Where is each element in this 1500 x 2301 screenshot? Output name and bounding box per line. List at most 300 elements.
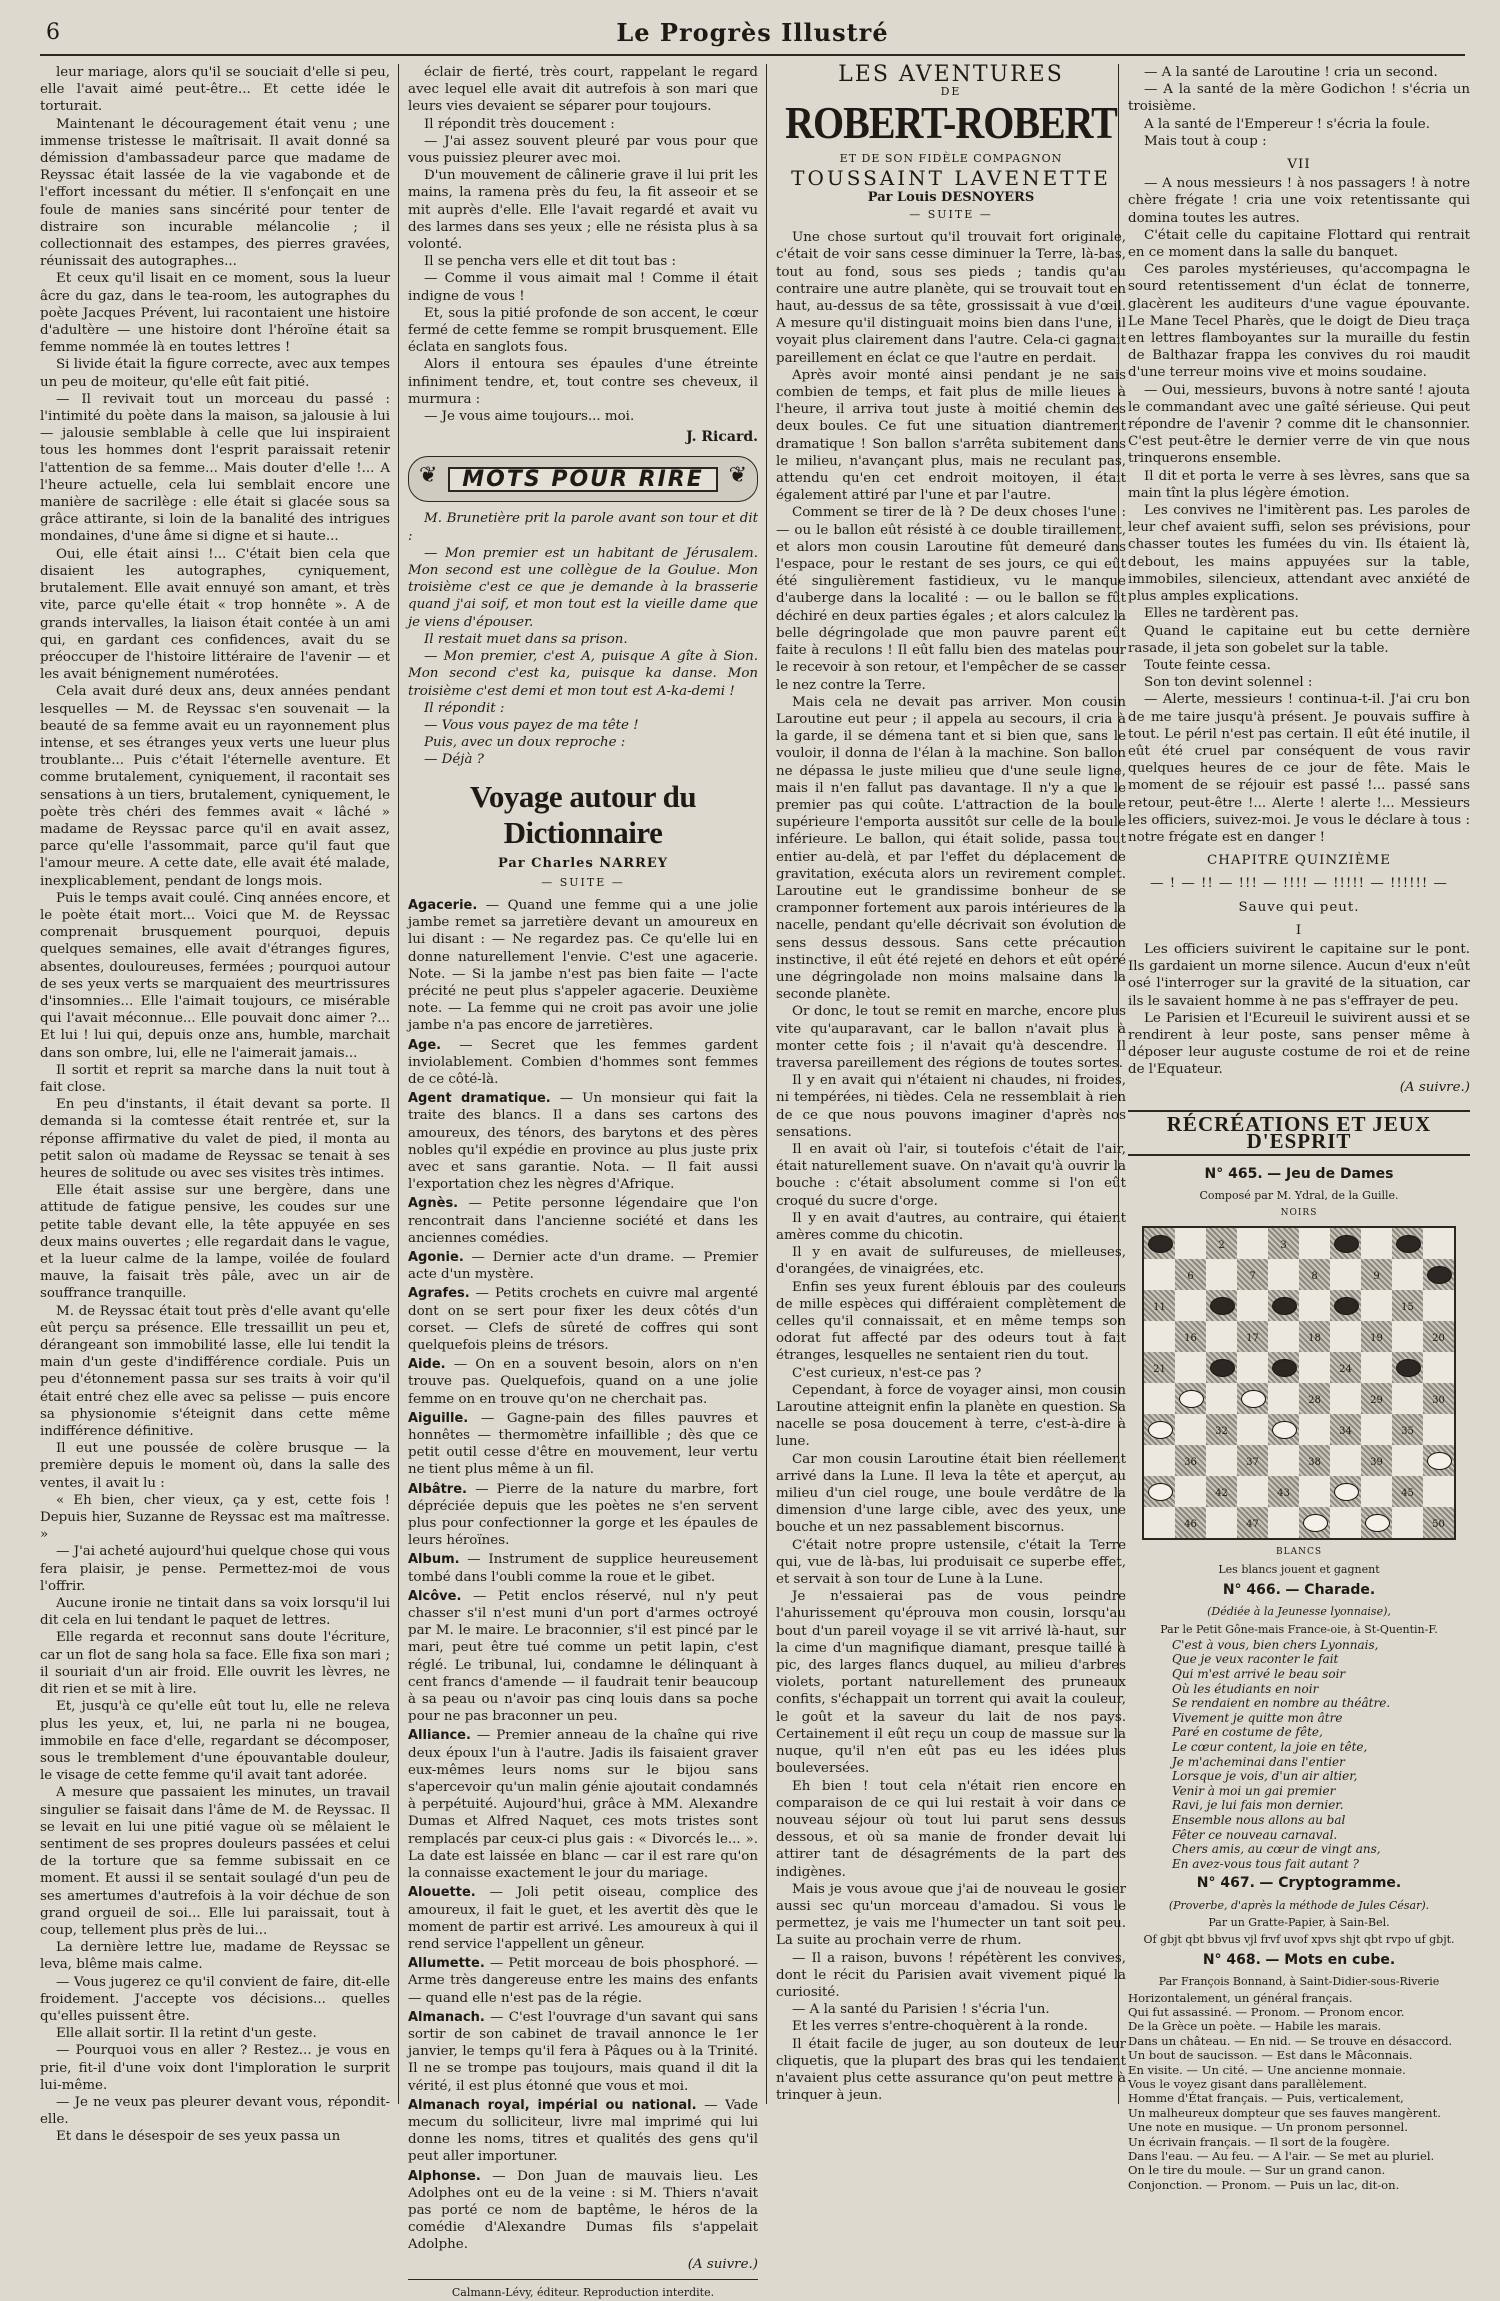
entry-definition: — C'est l'ouvrage d'un savant qui sans sortir de son cabinet de travail annonce le 1er janvier, le temps qu'il fera à Pâques ou à la Trinité. Il ne se trompe pas toujours, mais quand il dit la vérité, il est plus étonné que vous et moi. bbox=[408, 2009, 758, 2094]
board-square-light bbox=[1175, 1476, 1206, 1507]
paragraph: Il était facile de juger, au son douteux de leur cliquetis, que la plupart des bras qui les tendaient n'avaient plus cette assurance qu'on peut mettre à trinquer à jeun. bbox=[776, 2036, 1126, 2104]
square-number: 37 bbox=[1246, 1456, 1259, 1468]
board-square-22 bbox=[1206, 1352, 1237, 1383]
square-number: 38 bbox=[1308, 1456, 1321, 1468]
paragraph: Ces paroles mystérieuses, qu'accompagna le sourd retentissement d'un éclat de tonnerre, glacèrent les auditeurs d'une vague épouvante. Le Mane Tecel Pharès, que le doigt de Dieu traça en lettres flamboyantes sur la muraille du festin de Balthazar frappa les convives du roi maudit d'une terreur moins vive et moins soudaine. bbox=[1128, 262, 1470, 381]
square-number: 16 bbox=[1184, 1332, 1197, 1344]
board-square-49 bbox=[1361, 1507, 1392, 1538]
entry-term: Alliance. bbox=[408, 1728, 471, 1744]
entry-term: Alouette. bbox=[408, 1885, 476, 1901]
board-square-35 bbox=[1392, 1414, 1423, 1445]
paragraph: Maintenant le découragement était venu ; une immense tristesse le maîtrisait. Il avait donné sa démission d'ambassadeur parce que madame de Reyssac était lassée de la vie vagabonde et de l'effort incessant du métier. Il s'enfonçait en une foule de manies sans sincérité pour tenter de distraire son incurable mélancolie ; il collectionnait des estampes, des pierres gravées, réunissait des autographes... bbox=[40, 116, 390, 270]
white-piece bbox=[1272, 1421, 1297, 1439]
board-square-1 bbox=[1144, 1228, 1175, 1259]
ornament-icon: ❦ bbox=[728, 463, 747, 489]
paragraph: A la santé de l'Empereur ! s'écria la foule. bbox=[1144, 116, 1430, 132]
paragraph: Puis le temps avait coulé. Cinq années encore, et le poète était mort... Voici que M. de Reyssac comprenait brusquement pourquoi, depuis quelques semaines, elle avait d'étranges figures, absentes, douloureuses, fermées ; pourquoi autour de ses yeux verts se marquaient des meurtrissures d'insomnies... Elle l'aimait toujours, ce misérable qui l'avait méconnue... Elle pouvait donc aimer ?... Et lui ! lui qui, depuis onze ans, humble, marchait dans son ombre, lui, elle ne l'aimerait jamais... bbox=[40, 890, 391, 1061]
board-square-41 bbox=[1144, 1476, 1175, 1507]
paragraph: M. de Reyssac était tout près d'elle avant qu'elle eût perçu sa présence. Elle tressaillit un peu et, dérangeant son immobilité lasse, elle lui tendit la main d'un geste d'indifférence cordiale. Puis un peu d'étonnement passa sur ses traits à voir qu'il était entré chez elle avec sa pelisse — puis encore sa physionomie s'éteignit dans cette même indifférence définitive. bbox=[40, 1303, 390, 1440]
board-square-24 bbox=[1330, 1352, 1361, 1383]
board-square-23 bbox=[1268, 1352, 1299, 1383]
cube-line: Dans l'eau. — Au feu. — A l'air. — Se met au pluriel. bbox=[1128, 2149, 1435, 2163]
board-square-light bbox=[1144, 1259, 1175, 1290]
square-number: 39 bbox=[1370, 1456, 1383, 1468]
serial-title: ROBERT-ROBERT bbox=[785, 96, 1117, 149]
board-square-20 bbox=[1423, 1321, 1454, 1352]
joke-line: M. Brunetière prit la parole avant son tour et dit : bbox=[408, 511, 758, 544]
puzzle-number: N° 467. bbox=[1196, 1875, 1255, 1892]
board-square-light bbox=[1237, 1476, 1268, 1507]
cube-line: De la Grèce un poète. — Habile les marais. bbox=[1128, 2019, 1382, 2034]
board-square-light bbox=[1175, 1290, 1206, 1321]
entry-term: Agrafes. bbox=[408, 1286, 470, 1302]
board-square-9 bbox=[1361, 1259, 1392, 1290]
paragraph: Or donc, le tout se remit en marche, encore plus vite qu'auparavant, car le ballon n'avait plus à monter cette fois ; il n'avait qu'à descendre. Il traversa pareillement des régions de toutes sortes. bbox=[776, 1004, 1126, 1071]
paragraph: Il en avait où l'air, si toutefois c'était de l'air, était naturellement suave. On n'avait qu'à ouvrir la bouche : c'était absolument comme si l'on eût croqué du sucre d'orge. bbox=[776, 1141, 1126, 1209]
white-piece bbox=[1427, 1452, 1452, 1470]
serial-suite: — SUITE — bbox=[909, 208, 993, 222]
cube-line: Une note en musique. — Un pronom personnel. bbox=[1128, 2120, 1408, 2135]
joke-line: — Mon premier, c'est A, puisque A gîte à Sion. Mon second c'est ka, puisque ka danse. Mon troisième c'est demi et mon tout est A-ka-demi ! bbox=[408, 649, 758, 699]
board-square-light bbox=[1330, 1507, 1361, 1538]
board-square-30 bbox=[1423, 1383, 1454, 1414]
square-number: 24 bbox=[1339, 1363, 1352, 1375]
paragraph: — A la santé de Laroutine ! cria un second. bbox=[1144, 65, 1438, 80]
board-square-light bbox=[1206, 1321, 1237, 1352]
square-number: 32 bbox=[1215, 1425, 1228, 1437]
black-piece bbox=[1396, 1359, 1421, 1377]
verse-line: C'est à vous, bien chers Lyonnais, bbox=[1172, 1637, 1379, 1652]
board-square-light bbox=[1206, 1507, 1237, 1538]
entry-definition: — Pierre de la nature du marbre, fort dépréciée depuis que les poètes ne s'en servent plus pour confectionner la gorge et les épaules de leurs héroïnes. bbox=[408, 1481, 758, 1549]
paragraph: Oui, elle était ainsi !... C'était bien cela que disaient les autographes, cyniquement, brutalement. Elle avait ennuyé son amant, et très vite, parce qu'elle était « trop honnête ». A de grands intervalles, la liaison était contée à un ami qui, en gardant ces confidences, avait du se préoccuper de l'histoire littéraire de l'avenir — et les avait bénignement numérotées. bbox=[40, 546, 390, 683]
board-square-8 bbox=[1299, 1259, 1330, 1290]
board-square-light bbox=[1237, 1352, 1268, 1383]
entry-definition: — Gagne-pain des filles pauvres et honnêtes — thermomètre infaillible ; dès que ce petit outil cesse d'être en mouvement, leur vertu ne tient plus même à un fil. bbox=[408, 1410, 758, 1478]
puzzle-author: Par le Petit Gône-mais France-oie, à St-Quentin-F. bbox=[1160, 1622, 1438, 1636]
joke-line: Il restait muet dans sa prison. bbox=[424, 631, 628, 647]
entry-term: Allumette. bbox=[408, 1956, 485, 1972]
board-square-light bbox=[1423, 1414, 1454, 1445]
dictionary-entries bbox=[408, 897, 758, 2254]
white-piece bbox=[1334, 1483, 1359, 1501]
chapter-heading: CHAPITRE QUINZIÈME bbox=[1206, 853, 1392, 869]
board-square-46 bbox=[1175, 1507, 1206, 1538]
board-square-light bbox=[1144, 1507, 1175, 1538]
paragraph: Mais tout à coup : bbox=[1144, 133, 1267, 149]
entry-term: Almanach royal, impérial ou national. bbox=[408, 2097, 697, 2113]
cube-line: Homme d'État français. — Puis, verticalement, bbox=[1128, 2091, 1404, 2106]
board-square-3 bbox=[1268, 1228, 1299, 1259]
board-square-light bbox=[1299, 1290, 1330, 1321]
square-number: 17 bbox=[1246, 1332, 1259, 1344]
paragraph: — J'ai acheté aujourd'hui quelque chose qui vous fera plaisir, je pense. Permettez-moi de vous l'offrir. bbox=[40, 1544, 390, 1594]
paragraph: — A la santé du Parisien ! s'écria l'un. bbox=[792, 2002, 1050, 2018]
white-piece bbox=[1303, 1514, 1328, 1532]
board-square-6 bbox=[1175, 1259, 1206, 1290]
board-square-light bbox=[1392, 1507, 1423, 1538]
paragraph: La dernière lettre lue, madame de Reyssac se leva, blême mais calme. bbox=[40, 1940, 390, 1973]
paragraph: éclair de fierté, très court, rappelant le regard avec lequel elle avait dit autrefois à son mari que leurs vies devaient se séparer pour toujours. bbox=[408, 65, 758, 115]
cube-line: Qui fut assassiné. — Pronom. — Pronom encor. bbox=[1128, 2004, 1405, 2019]
dictionary-entry bbox=[408, 1037, 758, 1089]
board-square-light bbox=[1330, 1445, 1361, 1476]
paragraph: Il sortit et reprit sa marche dans la nuit tout à fait close. bbox=[40, 1062, 390, 1095]
serial-text-continued bbox=[1128, 64, 1470, 150]
puzzle-title: — Jeu de Dames bbox=[1267, 1166, 1394, 1183]
paragraph: Cela avait duré deux ans, deux années pendant lesquelles — M. de Reyssac s'en souvenait — la beauté de sa femme avait eu un rayonnement plus intense, et ses étranges yeux verts une lueur plus troublante... Puis c'était l'éternelle aventure. Et comme brutalement, cyniquement, il racontait ses sensations à un tiers, brutalement, cyniquement, le poète très chéri des femmes avait « lâché » madame de Reyssac parce qu'il en avait assez, parce qu'elle l'assommait, parce qu'il faut que l'amour meure. A cette date, elle avait été malade, inexplicablement, pendant de longs mois. bbox=[40, 684, 390, 889]
serial-de: DE bbox=[940, 85, 962, 99]
black-piece bbox=[1210, 1297, 1235, 1315]
paragraph: — Je vous aime toujours... moi. bbox=[424, 409, 635, 425]
verse-line: Je m'acheminai dans l'entier bbox=[1172, 1754, 1345, 1769]
paragraph: — Vous jugerez ce qu'il convient de faire, dit-elle froidement. J'accepte vos décisions... quelles qu'elles puissent être. bbox=[40, 1974, 390, 2024]
story-text bbox=[40, 64, 390, 2146]
square-number: 36 bbox=[1184, 1456, 1197, 1468]
mots-en-cube-lines bbox=[1128, 1991, 1470, 2193]
dictionary-entry bbox=[408, 1356, 758, 1408]
board-square-light bbox=[1299, 1476, 1330, 1507]
board-square-light bbox=[1299, 1228, 1330, 1259]
board-square-31 bbox=[1144, 1414, 1175, 1445]
paragraph: Les convives ne l'imitèrent pas. Les paroles de leur chef avaient suffi, selon ses prévisions, pour chasser toutes les fumées du vin. Ils étaient là, debout, les mains appuyées sur la table, immobiles, silencieux, attendant avec anxiété de plus amples explications. bbox=[1128, 503, 1470, 605]
verse-line: Vivement je quitte mon âtre bbox=[1172, 1710, 1343, 1725]
paragraph: leur mariage, alors qu'il se souciait d'elle si peu, elle l'avait aimé peut-être... Et cette idée le torturait. bbox=[40, 65, 390, 115]
serial-text bbox=[776, 229, 1126, 2104]
column-3 bbox=[776, 64, 1126, 2114]
square-number: 18 bbox=[1308, 1332, 1321, 1344]
board-square-38 bbox=[1299, 1445, 1330, 1476]
board-square-29 bbox=[1361, 1383, 1392, 1414]
paragraph: C'est curieux, n'est-ce pas ? bbox=[792, 1365, 982, 1381]
entry-term: Album. bbox=[408, 1552, 460, 1568]
entry-definition: — Instrument de supplice heureusement tombé dans l'oubli comme la roue et le gibet. bbox=[408, 1552, 758, 1585]
board-square-50 bbox=[1423, 1507, 1454, 1538]
puzzle-number: N° 465. bbox=[1204, 1166, 1263, 1183]
board-label-blancs: BLANCS bbox=[1275, 1546, 1323, 1557]
puzzle-author: Par François Bonnand, à Saint-Didier-sous-Riverie bbox=[1158, 1975, 1440, 1989]
joke-line: — Déjà ? bbox=[424, 752, 484, 768]
square-number: 35 bbox=[1401, 1425, 1414, 1437]
entry-definition: — Petits crochets en cuivre mal argenté dont on se sert pour fixer les deux côtés d'un corset. — Clefs de sûreté de coffres qui sont quelquefois pleins de trésors. bbox=[408, 1286, 758, 1353]
paragraph: C'était celle du capitaine Flottard qui rentrait en ce moment dans la salle du banquet. bbox=[1128, 227, 1470, 261]
board-square-15 bbox=[1392, 1290, 1423, 1321]
cube-line: On le tire du moule. — Sur un grand canon. bbox=[1128, 2163, 1386, 2178]
board-square-light bbox=[1392, 1445, 1423, 1476]
puzzle-466-heading bbox=[1128, 1582, 1470, 1599]
black-piece bbox=[1272, 1359, 1297, 1377]
paragraph: Aucune ironie ne tintait dans sa voix lorsqu'il lui dit cela en lui tendant le paquet de lettres. bbox=[40, 1596, 390, 1629]
dictionary-entry bbox=[408, 1884, 758, 1953]
paragraph: Il y en avait qui n'étaient ni chaudes, ni froides, ni tempérées, ni tièdes. Cela ne ressemblait à rien de ce que nous pouvons imaginer d'après nos sensations. bbox=[776, 1073, 1126, 1140]
entry-definition: — On en a souvent besoin, alors on n'en trouve pas. Quelquefois, quand on a une jolie femme on en trouve qu'on ne cherchait pas. bbox=[408, 1357, 758, 1407]
board-square-19 bbox=[1361, 1321, 1392, 1352]
paragraph: A mesure que passaient les minutes, un travail singulier se faisait dans l'âme de M. de Reyssac. Il se levait en lui une pitié vague où se mêlaient le sentiment de ses propres douleurs passées et celui de la torture que sa femme subissait en ce moment. Et aussi il se sentait soulagé d'un peu de ses amertumes d'autrefois à la voir déchue de son grand orgueil de soi... Elle lui paraissait, tout à coup, tellement plus près de lui... bbox=[40, 1785, 390, 1938]
chapter-subtitle: Sauve qui peut. bbox=[1238, 899, 1360, 915]
jokes-text bbox=[408, 510, 758, 768]
joke-line: Il répondit : bbox=[424, 700, 505, 716]
dictionary-entry bbox=[408, 1090, 758, 1193]
paragraph: Il se pencha vers elle et dit tout bas : bbox=[424, 254, 677, 270]
dictionary-entry bbox=[408, 2009, 758, 2095]
board-square-36 bbox=[1175, 1445, 1206, 1476]
entry-term: Aide. bbox=[408, 1357, 446, 1373]
paragraph: — Alerte, messieurs ! continua-t-il. J'ai cru bon de me taire jusqu'à présent. Je pouvais suffire à tout. Le péril n'est pas certain. Il eût été inutile, il eût été cruel par conséquent de vous ravir quelques heures de ce jour de fête. Mais le moment de se réjouir est passé !... passé sans retour, peut-être !... Alerte ! alerte !... Messieurs les officiers, suivez-moi. Je vous le déclare à tous : notre frégate est en danger ! bbox=[1128, 692, 1470, 845]
board-square-7 bbox=[1237, 1259, 1268, 1290]
white-piece bbox=[1365, 1514, 1390, 1532]
square-number: 2 bbox=[1218, 1239, 1225, 1251]
dictionary-entry bbox=[408, 1955, 758, 2007]
black-piece bbox=[1334, 1235, 1359, 1253]
dictionary-entry bbox=[408, 1481, 758, 1550]
board-square-42 bbox=[1206, 1476, 1237, 1507]
board-square-14 bbox=[1330, 1290, 1361, 1321]
board-square-light bbox=[1144, 1321, 1175, 1352]
entry-term: Alcôve. bbox=[408, 1588, 462, 1604]
verse-line: Lorsque je vois, d'un air altier, bbox=[1172, 1769, 1358, 1784]
square-number: 30 bbox=[1432, 1394, 1445, 1406]
dictionary-entry bbox=[408, 1410, 758, 1479]
square-number: 15 bbox=[1401, 1301, 1414, 1313]
entry-term: Almanach. bbox=[408, 2009, 485, 2025]
board-square-light bbox=[1392, 1321, 1423, 1352]
board-square-45 bbox=[1392, 1476, 1423, 1507]
verse-line: Qui m'est arrivé le beau soir bbox=[1172, 1667, 1346, 1681]
board-caption: Les blancs jouent et gagnent bbox=[1218, 1563, 1380, 1576]
board-square-13 bbox=[1268, 1290, 1299, 1321]
cube-line: Un écrivain français. — Il sort de la fougère. bbox=[1128, 2134, 1390, 2149]
paragraph: Elle allait sortir. Il la retint d'un geste. bbox=[56, 2026, 317, 2042]
cube-line: Dans un château. — En nid. — Se trouve en désaccord. bbox=[1128, 2033, 1453, 2048]
puzzle-468-heading bbox=[1128, 1952, 1470, 1969]
board-square-34 bbox=[1330, 1414, 1361, 1445]
paragraph: Comment se tirer de là ? De deux choses l'une : — ou le ballon eût résisté à ce double tiraillement, et alors mon cousin Laroutine fût demeuré dans l'espace, pour le restant de ses jours, ce qui eût été singulièrement fastidieux, vu le manque d'auberge dans la localité : — ou le ballon se fût déchiré en deux parties égales ; et alors calculez la belle dégringolade que mon pauvre parent eût faite à reculons ! Il eût fallu bien des matelas pour le recevoir à son retour, et l'empêcher de se casser le nez contre la Terre. bbox=[776, 505, 1126, 693]
board-square-light bbox=[1330, 1259, 1361, 1290]
board-square-32 bbox=[1206, 1414, 1237, 1445]
verse-line: Où les étudiants en noir bbox=[1172, 1681, 1319, 1696]
chapter-exclamations: — ! — !! — !!! — !!!! — !!!!! — !!!!!! — bbox=[1150, 876, 1448, 892]
board-square-light bbox=[1423, 1290, 1454, 1321]
entry-definition: — Premier anneau de la chaîne qui rive deux époux l'un à l'autre. Jadis ils faisaient graver eux-mêmes leurs noms sur le bijou sans s'apercevoir qu'un malin génie ajoutait condamnés à perpétuité. Aujourd'hui, grâce à MM. Alexandre Dumas et Alfred Naquet, ces mots tristes sont remplacés par ceux-ci plus gais : « Divorcés le... ». La date est laissée en blanc — car il est rare qu'on la connaisse exactement le jour du mariage. bbox=[408, 1728, 758, 1882]
black-piece bbox=[1210, 1359, 1235, 1377]
board-square-33 bbox=[1268, 1414, 1299, 1445]
voyage-byline: Par Charles NARREY bbox=[497, 855, 669, 871]
board-square-light bbox=[1237, 1414, 1268, 1445]
cube-line: Conjonction. — Pronom. — Puis un lac, dit-on. bbox=[1128, 2177, 1400, 2192]
paragraph: Eh bien ! tout cela n'était rien encore en comparaison de ce qui lui restait à voir dans ce nouveau séjour où tout lui parut sens dessus dessous, et où sa manie de fronder devait lui attirer tant de désagréments de la part des indigènes. bbox=[776, 1778, 1126, 1880]
board-square-11 bbox=[1144, 1290, 1175, 1321]
board-square-47 bbox=[1237, 1507, 1268, 1538]
paragraph: — Il revivait tout un morceau du passé : l'intimité du poète dans la maison, sa jalousie à lui — jalousie semblable à celle que lui inspiraient tous les hommes dont l'esprit paraissait retenir l'attention de sa femme... Mais douter d'elle !... A l'heure actuelle, cela lui semblait encore une manière de sacrilège : elle était si glacée sous sa grâce attirante, si loin de la banalité des intrigues mondaines, d'une âme si digne et si haute... bbox=[40, 391, 390, 545]
paragraph: Après avoir monté ainsi pendant je ne sais combien de temps, et fait plus de mille lieues à l'heure, il arriva tout juste à moitié chemin des deux boules. Ce fut une situation diantrement dramatique ! Son ballon s'arrêta subitement dans le milieu, n'avançant plus, mais ne reculant pas, attendu qu'en cet endroit moitoyen, il était également attiré par l'une et par l'autre. bbox=[776, 367, 1126, 504]
paragraph: — Comme il vous aimait mal ! Comme il était indigne de vous ! bbox=[408, 271, 758, 304]
puzzle-465-heading bbox=[1128, 1166, 1470, 1183]
paragraph: Mais cela ne devait pas arriver. Mon cousin Laroutine eut peur ; il appela au secours, il cria à la garde, il se démena tant et si bien que, sans le vouloir, il donna de l'élan à la machine. Son ballon ne dépassa le juste milieu que d'une seule ligne, mais il n'en fallut pas davantage. Il n'y a que le premier pas qui coûte. L'attraction de la boule supérieure l'emporta aussitôt sur celle de la boule inférieure. Le ballon, qui était solide, passa tout entier au-delà, et par l'effet du déplacement de gravitation, exécuta alors un revirement complet. Laroutine eut le grandissime bonheur de se cramponner fortement aux parois intérieures de la nacelle, pendant qu'elle décrivait son évolution de sens dessus dessous. Sans cette précaution instinctive, il eût été rejeté en dehors et eût opéré une dégringolade non moins malsaine dans la seconde planète. bbox=[776, 694, 1126, 1003]
square-number: 8 bbox=[1311, 1270, 1318, 1282]
paragraph: Car mon cousin Laroutine était bien réellement arrivé dans la Lune. Il leva la tête et aperçut, au milieu d'un ciel rouge, une boule verdâtre de la dimension d'une large cible, avec des yeux, une bouche et un nez passablement biscornus. bbox=[776, 1451, 1126, 1536]
puzzle-author: Par un Gratte-Papier, à Sain-Bel. bbox=[1208, 1915, 1390, 1929]
paragraph: En peu d'instants, il était devant sa porte. Il demanda si la comtesse était rentrée et, sur la réponse affirmative du valet de pied, il monta au petit salon où madame de Reyssac se tenait à ses heures de solitude ou avec ses visites très intimes. bbox=[40, 1097, 390, 1181]
paragraph: — Je ne veux pas pleurer devant vous, répondit-elle. bbox=[40, 2094, 390, 2128]
white-piece bbox=[1148, 1421, 1173, 1439]
paragraph: — Pourquoi vous en aller ? Restez... je vous en prie, fit-il d'une voix dont l'imploration le surprit lui-même. bbox=[40, 2043, 390, 2093]
paragraph: — A la santé de la mère Godichon ! s'écria un troisième. bbox=[1128, 82, 1470, 115]
paragraph: C'était notre propre ustensile, c'était la Terre qui, vue de là-bas, lui produisait ce superbe effet, et servait à son tour de Lune à la Lune. bbox=[776, 1537, 1126, 1588]
board-square-light bbox=[1361, 1476, 1392, 1507]
board-square-light bbox=[1361, 1352, 1392, 1383]
paragraph: — J'ai assez souvent pleuré par vous pour que vous puissiez pleurer avec moi. bbox=[408, 133, 758, 167]
entry-term: Agnès. bbox=[408, 1196, 459, 1212]
cube-line: Horizontalement, un général français. bbox=[1128, 1990, 1353, 2005]
paragraph: — Oui, messieurs, buvons à notre santé ! ajouta le commandant avec une gaîté sérieuse. Qui peut répondre de l'avenir ? comme dit le chansonnier. C'est peut-être le dernier verre de vin que nous trinquerons ensemble. bbox=[1128, 382, 1470, 467]
checkers-board bbox=[1142, 1226, 1456, 1540]
entry-definition: — Un monsieur qui fait la traite des blancs. Il a dans ses cartons des amoureux, des ténors, des barytons et des pères nobles qu'il expédie en province au plus juste prix avec et sans garantie. Nota. — Il fait aussi l'exportation chez les nègres d'Afrique. bbox=[408, 1091, 758, 1193]
board-square-light bbox=[1268, 1321, 1299, 1352]
board-square-37 bbox=[1237, 1445, 1268, 1476]
verse-line: Ensemble nous allons au bal bbox=[1172, 1812, 1346, 1827]
entry-definition: — Vade mecum du solliciteur, livre mal imprimé qui lui donne les noms, titres et qualités des gens qu'il peut aller importuner. bbox=[408, 2097, 759, 2165]
paragraph: Et les verres s'entre-choquèrent à la ronde. bbox=[792, 2019, 1088, 2035]
entry-definition: — Joli petit oiseau, complice des amoureux, il fait le guet, et les avertit dès que le moment de partir est arrivé. Les amoureux à qui il rend service l'appellent un gêneur. bbox=[408, 1885, 758, 1952]
chapter-vii-text bbox=[1128, 175, 1470, 846]
verse-line: Se rendaient en nombre au théâtre. bbox=[1172, 1696, 1391, 1711]
paragraph: Alors il entoura ses épaules d'une étreinte infiniment tendre, et, tout contre ses cheveux, il murmura : bbox=[408, 357, 758, 407]
puzzle-title: — Mots en cube. bbox=[1265, 1952, 1396, 1969]
paragraph: Il y en avait de sulfureuses, de mielleuses, d'orangées, de vinaigrées, etc. bbox=[776, 1245, 1126, 1278]
entry-definition: — Dernier acte d'un drame. — Premier acte d'un mystère. bbox=[408, 1249, 758, 1283]
paragraph: Enfin ses yeux furent éblouis par des couleurs de mille espèces qui différaient complètement de celles qu'il connaissait, et en même temps son odorat fut affecté par des odeurs tout à fait étranges, lesquelles ne sentaient rien du tout. bbox=[776, 1279, 1126, 1364]
black-piece bbox=[1396, 1235, 1421, 1253]
board-square-12 bbox=[1206, 1290, 1237, 1321]
board-square-28 bbox=[1299, 1383, 1330, 1414]
verse-line: Ravi, je lui fais mon dernier. bbox=[1172, 1798, 1344, 1813]
board-square-light bbox=[1392, 1259, 1423, 1290]
joke-line: Puis, avec un doux reproche : bbox=[424, 735, 626, 751]
paragraph: Il eut une poussée de colère brusque — la première depuis le moment où, dans la salle des ventes, il avait lu : bbox=[40, 1441, 390, 1491]
joke-line: — Vous vous payez de ma tête ! bbox=[424, 717, 639, 733]
board-square-light bbox=[1144, 1445, 1175, 1476]
entry-term: Alphonse. bbox=[408, 2168, 481, 2184]
board-square-18 bbox=[1299, 1321, 1330, 1352]
square-number: 19 bbox=[1370, 1332, 1383, 1344]
board-square-44 bbox=[1330, 1476, 1361, 1507]
black-piece bbox=[1427, 1266, 1452, 1284]
dictionary-entry bbox=[408, 1195, 758, 1247]
entry-term: Aiguille. bbox=[408, 1410, 469, 1426]
square-number: 21 bbox=[1153, 1363, 1166, 1375]
a-suivre: (A suivre.) bbox=[687, 2256, 758, 2272]
cube-line: Vous le voyez gisant dans parallèlement. bbox=[1128, 2076, 1367, 2091]
puzzle-author: Composé par M. Ydral, de la Guille. bbox=[1199, 1189, 1399, 1203]
board-square-light bbox=[1423, 1476, 1454, 1507]
paragraph: Toute feinte cessa. bbox=[1144, 657, 1271, 673]
board-label-noirs: NOIRS bbox=[1280, 1207, 1318, 1218]
chapter-i-text bbox=[1128, 941, 1470, 1079]
story-signature: J. Ricard. bbox=[686, 429, 758, 446]
entry-term: Agonie. bbox=[408, 1249, 464, 1265]
square-number: 43 bbox=[1277, 1487, 1290, 1499]
white-piece bbox=[1241, 1390, 1266, 1408]
board-square-5 bbox=[1392, 1228, 1423, 1259]
dictionary-entry bbox=[408, 1588, 758, 1726]
entry-term: Agent dramatique. bbox=[408, 1091, 551, 1107]
paragraph: Il répondit très doucement : bbox=[424, 116, 615, 132]
paragraph: — Il a raison, buvons ! répétèrent les convives, dont le récit du Parisien avait vivement piqué la curiosité. bbox=[776, 1950, 1126, 2000]
square-number: 3 bbox=[1280, 1239, 1287, 1251]
column-rule bbox=[398, 64, 399, 2104]
column-2 bbox=[408, 64, 759, 2299]
board-square-light bbox=[1237, 1290, 1268, 1321]
board-square-light bbox=[1268, 1445, 1299, 1476]
paragraph: Elles ne tardèrent pas. bbox=[1144, 606, 1299, 622]
square-number: 47 bbox=[1246, 1518, 1259, 1530]
board-square-light bbox=[1392, 1383, 1423, 1414]
board-square-26 bbox=[1175, 1383, 1206, 1414]
square-number: 45 bbox=[1401, 1487, 1414, 1499]
board-square-light bbox=[1299, 1352, 1330, 1383]
verse-line: Venir à moi un gai premier bbox=[1172, 1783, 1336, 1798]
dictionary-entry bbox=[408, 1249, 758, 1283]
board-square-light bbox=[1299, 1414, 1330, 1445]
board-square-light bbox=[1175, 1228, 1206, 1259]
paragraph: Il y en avait d'autres, au contraire, qui étaient amères comme du chicotin. bbox=[776, 1210, 1126, 1243]
page-header bbox=[40, 14, 1465, 56]
cryptogram-text: Of gbjt qbt bbvus vjl frvf uvof xpvs shjt qbt rvpo uf gbjt. bbox=[1143, 1932, 1455, 1946]
dictionary-entry bbox=[408, 2168, 758, 2254]
puzzle-title: — Charade. bbox=[1285, 1582, 1376, 1599]
square-number: 34 bbox=[1339, 1425, 1352, 1437]
paragraph: Et dans le désespoir de ses yeux passa un bbox=[56, 2129, 341, 2145]
board-square-light bbox=[1206, 1445, 1237, 1476]
board-square-48 bbox=[1299, 1507, 1330, 1538]
serial-author: Par Louis DESNOYERS bbox=[867, 189, 1035, 205]
paragraph: D'un mouvement de câlinerie grave il lui prit les mains, la ramena près du feu, la fit asseoir et se mit auprès d'elle. Elle l'avait regardé et avait vu des larmes dans ses yeux ; elle ne résista plus à sa volonté. bbox=[408, 168, 758, 253]
board-square-39 bbox=[1361, 1445, 1392, 1476]
square-number: 7 bbox=[1249, 1270, 1256, 1282]
story-ending bbox=[408, 64, 758, 425]
serial-companion: TOUSSAINT LAVENETTE bbox=[791, 165, 1111, 190]
board-square-light bbox=[1423, 1352, 1454, 1383]
paragraph: Mais je vous avoue que j'ai de nouveau le gosier aussi sec qu'un morceau d'amadou. Si vous le permettez, je vais me l'humecter un tant soit peu. La suite au prochain verre de rhum. bbox=[776, 1881, 1126, 1949]
entry-definition: — Quand une femme qui a une jolie jambe remet sa jarretière devant un amoureux en lui disant : — Ne regardez pas. Ce qu'elle lui en donne naturellement l'envie. C'est une agacerie. Note. — Si la jambe n'est pas bien faite — l'acte précité ne peut plus s'appeler agacerie. Deuxième note. — La femme qui ne croit pas avoir une jolie jambe n'a pas encore de jarretières. bbox=[408, 897, 758, 1034]
verse-line: Fêter ce nouveau carnaval. bbox=[1172, 1827, 1338, 1842]
ornament-icon: ❦ bbox=[419, 463, 438, 489]
entry-definition: — Don Juan de mauvais lieu. Les Adolphes ont eu de la veine : si M. Thiers n'avait pas porté ce nom de baptême, le héros de la comédie d'Alexandre Dumas fils s'appelait Adolphe. bbox=[408, 2168, 758, 2253]
paragraph: Cependant, à force de voyager ainsi, mon cousin Laroutine atteignit enfin la planète en question. Sa nacelle se posa doucement à terre, c'est-à-dire à lune. bbox=[776, 1382, 1126, 1450]
publisher-footnote: Calmann-Lévy, éditeur. Reproduction interdite. bbox=[408, 2279, 758, 2301]
square-number: 11 bbox=[1153, 1301, 1166, 1313]
square-number: 28 bbox=[1308, 1394, 1321, 1406]
page-number: 6 bbox=[46, 20, 60, 45]
square-number: 42 bbox=[1215, 1487, 1228, 1499]
black-piece bbox=[1272, 1297, 1297, 1315]
dictionary-entry bbox=[408, 2097, 758, 2166]
board-square-light bbox=[1144, 1383, 1175, 1414]
charade-verse bbox=[1128, 1638, 1470, 1872]
paragraph: Et, jusqu'à ce qu'elle eût tout lu, elle ne releva plus les yeux, et, lui, ne parla ni ne bougea, immobile en face d'elle, regardant se décomposer, sous le tremblement d'une épouvantable douleur, le visage de cette femme qu'il avait tant adorée. bbox=[40, 1699, 390, 1784]
board-square-light bbox=[1361, 1414, 1392, 1445]
board-square-27 bbox=[1237, 1383, 1268, 1414]
joke-line: — Mon premier est un habitant de Jérusalem. Mon second est une collègue de la Goulue. Mon troisième c'est ce que je demande à la brasserie quand j'ai soif, et mon tout est la vieille dame que je viens d'épouser. bbox=[408, 545, 758, 630]
board-square-light bbox=[1268, 1259, 1299, 1290]
entry-term: Agacerie. bbox=[408, 897, 478, 913]
paragraph: Elle regarda et reconnut sans doute l'écriture, car un flot de sang hola sa face. Elle fixa son mari ; il souriait d'un air froid. Elle ouvrit les lèvres, ne dit rien et se mit à lire. bbox=[40, 1630, 390, 1698]
white-piece bbox=[1148, 1483, 1173, 1501]
board-square-light bbox=[1175, 1352, 1206, 1383]
voyage-suite: — SUITE — bbox=[541, 875, 625, 889]
board-square-light bbox=[1268, 1383, 1299, 1414]
board-square-43 bbox=[1268, 1476, 1299, 1507]
